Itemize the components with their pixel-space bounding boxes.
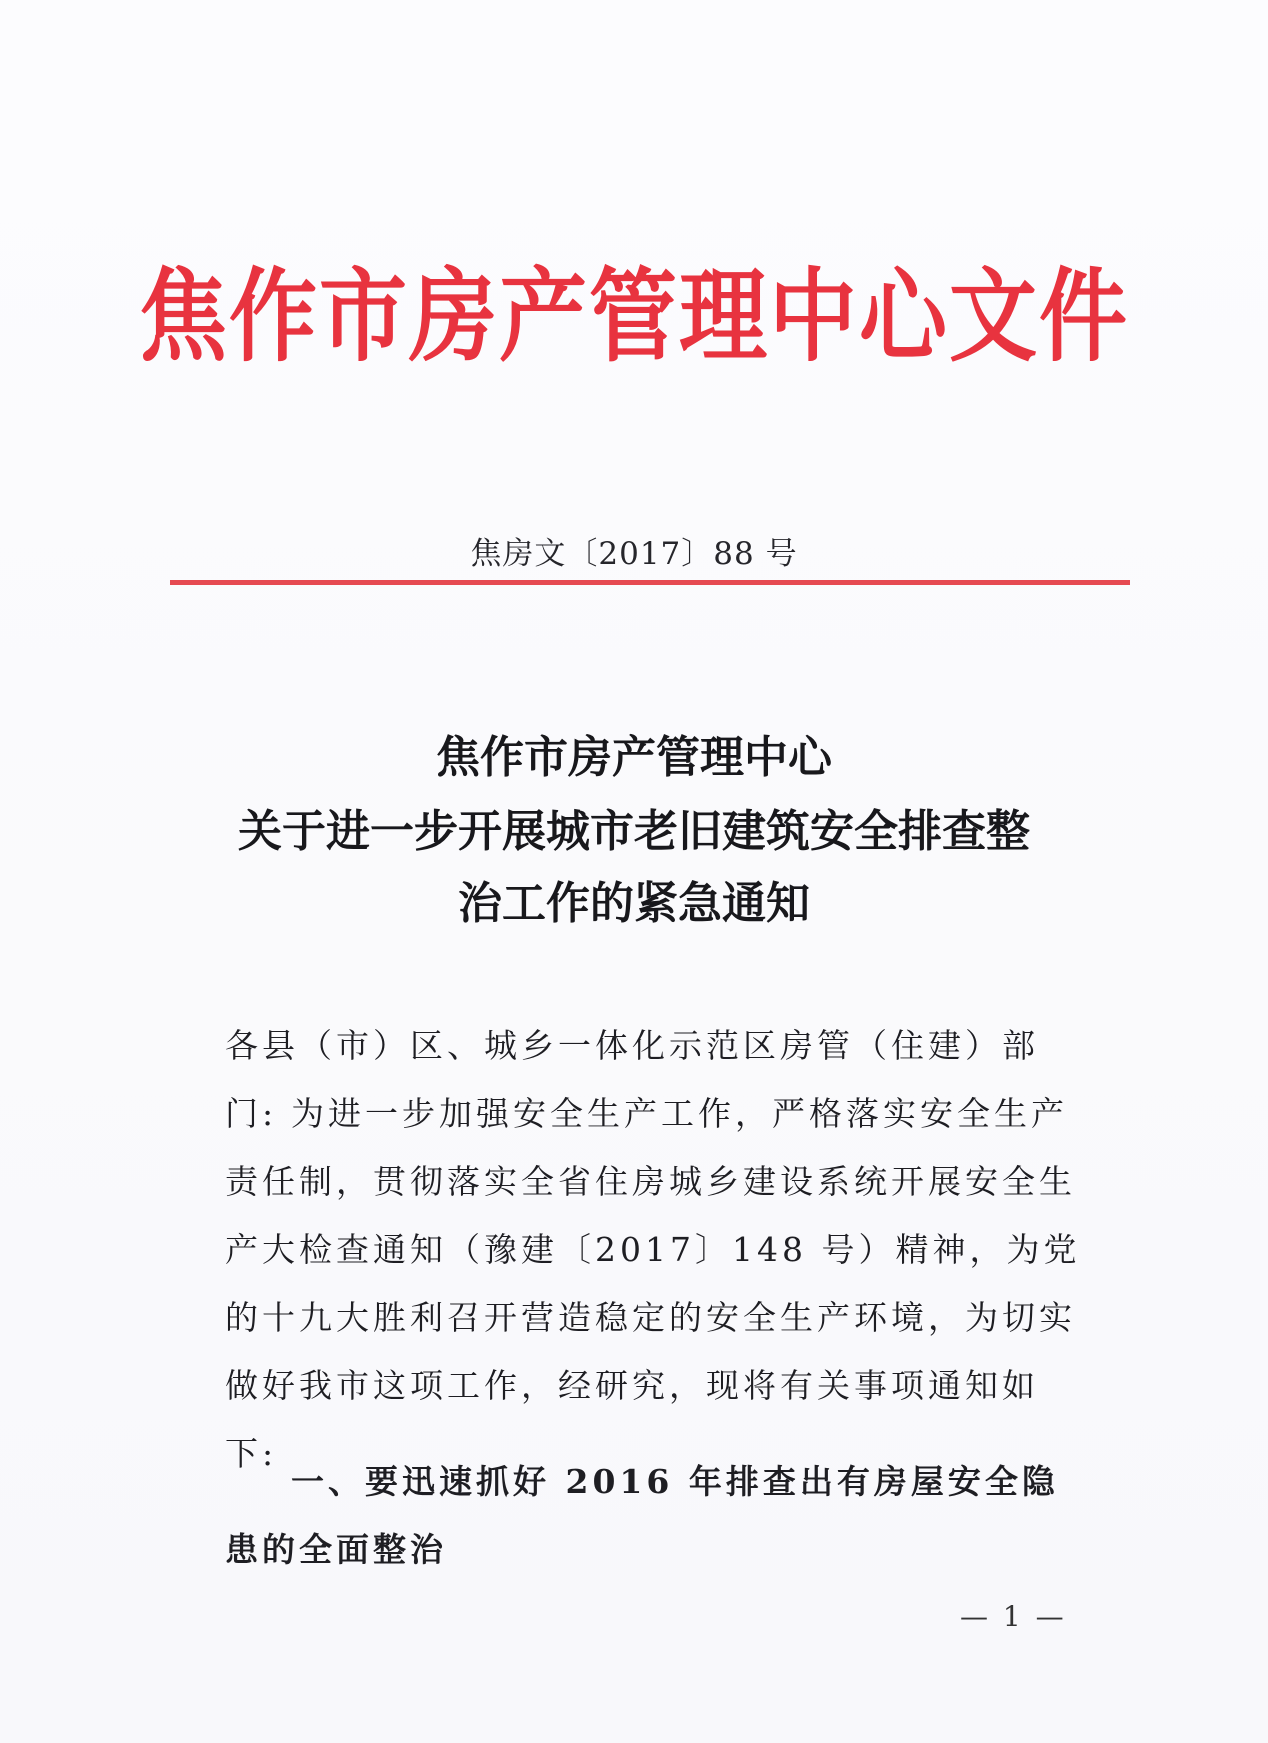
notice-title-line-2: 关于进一步开展城市老旧建筑安全排查整 bbox=[238, 806, 1030, 857]
red-divider-line bbox=[170, 580, 1130, 585]
page-number: — 1 — bbox=[960, 1600, 1067, 1633]
notice-title-line-3: 治工作的紧急通知 bbox=[458, 878, 810, 929]
section-1-heading: 一、要迅速抓好 2016 年排查出有房屋安全隐患的全面整治 bbox=[225, 1462, 1059, 1569]
intro-paragraph: 为进一步加强安全生产工作，严格落实安全生产责任制，贯彻落实全省住房城乡建设系统开展安全生产大检查通知（豫建〔2017〕148 号）精神，为党的十九大胜利召开营造稳定的安全生产环境，为切实做好我市这项工作，经研究，现将有关事项通知如下: bbox=[225, 1094, 1081, 1473]
letterhead-title: 焦作市房产管理中心文件 bbox=[138, 257, 1129, 376]
notice-title-line-1: 焦作市房产管理中心 bbox=[436, 732, 832, 783]
document-number: 焦房文〔2017〕88 号 bbox=[470, 536, 798, 572]
salutation: 各县（市）区、城乡一体化示范区房管（住建）部门: bbox=[225, 1026, 1039, 1133]
